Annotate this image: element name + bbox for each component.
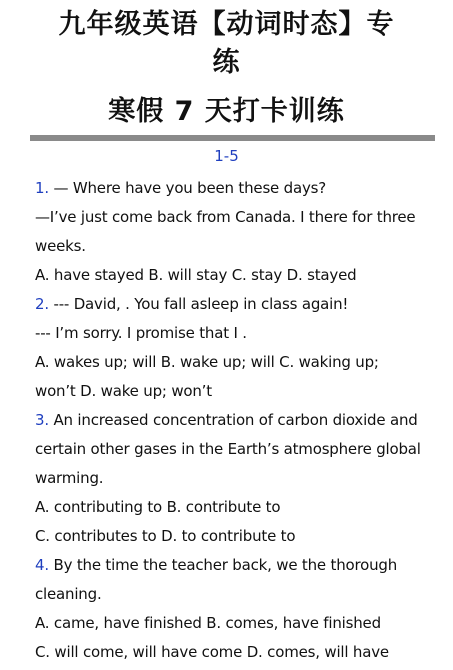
- question-1-line-3: weeks.: [35, 237, 86, 255]
- question-list: [35, 174, 440, 667]
- question-4-line-2: cleaning.: [35, 585, 102, 603]
- question-4-line-1: 4. By the time the teacher back, we the thorough: [35, 556, 398, 574]
- document-title: [20, 6, 433, 82]
- title-line-1b: 练: [212, 47, 241, 78]
- question-3-options-2: C. contributes to D. to contribute to: [35, 527, 296, 545]
- question-2-options-2: won’t D. wake up; won’t: [35, 382, 212, 400]
- question-range: 1-5: [214, 147, 239, 165]
- question-3-options-1: A. contributing to B. contribute to: [35, 498, 281, 516]
- question-number: 3.: [35, 411, 49, 429]
- question-3-line-2: certain other gases in the Earth’s atmosphere global: [35, 440, 421, 458]
- title-divider: [30, 135, 435, 141]
- question-3-line-1: 3. An increased concentration of carbon dioxide and: [35, 411, 418, 429]
- question-1-line-1: 1. — Where have you been these days?: [35, 179, 327, 197]
- question-number: 4.: [35, 556, 49, 574]
- question-number: 2.: [35, 295, 49, 313]
- title-line-1: 九年级英语【动词时态】专: [58, 9, 395, 40]
- document-subtitle: 寒假 7 天打卡训练: [108, 96, 345, 127]
- question-2-line-1: 2. --- David, . You fall asleep in class again!: [35, 295, 349, 313]
- question-2-line-2: --- I’m sorry. I promise that I .: [35, 324, 247, 342]
- question-2-options-1: A. wakes up; will B. wake up; will C. waking up;: [35, 353, 379, 371]
- question-1-options: A. have stayed B. will stay C. stay D. stayed: [35, 266, 357, 284]
- question-1-line-2: —I’ve just come back from Canada. I there for three: [35, 208, 416, 226]
- question-number: 1.: [35, 179, 49, 197]
- question-4-options-1: A. came, have finished B. comes, have finished: [35, 614, 381, 632]
- question-3-line-3: warming.: [35, 469, 104, 487]
- question-4-options-2: C. will come, will have come D. comes, will have: [35, 643, 389, 661]
